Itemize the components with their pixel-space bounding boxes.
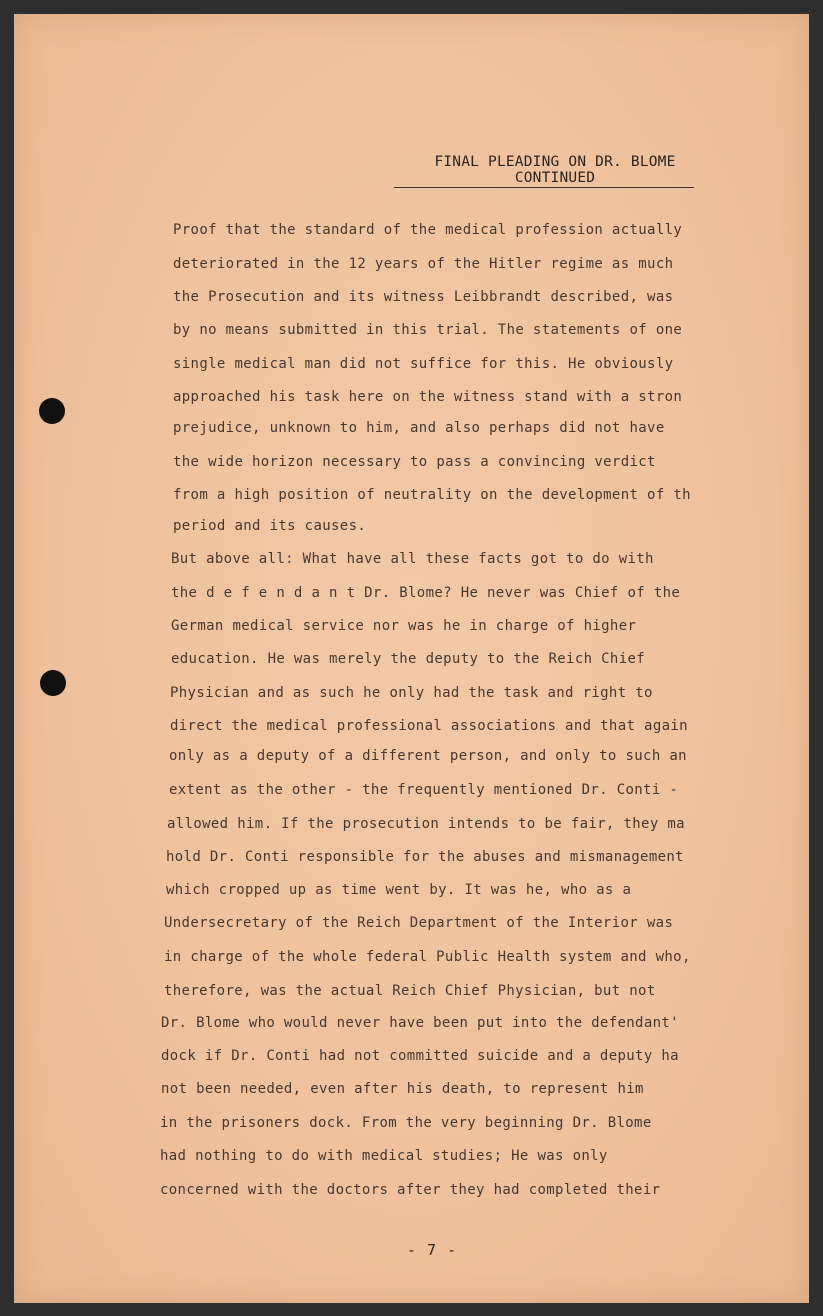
- body-line: by no means submitted in this trial. The statements of one: [173, 322, 683, 338]
- body-line: extent as the other - the frequently mentioned Dr. Conti -: [169, 782, 679, 798]
- body-line: allowed him. If the prosecution intends to be fair, they ma: [167, 816, 685, 832]
- body-line: single medical man did not suffice for this. He obviously: [173, 356, 674, 372]
- body-line: Undersecretary of the Reich Department of the Interior was: [164, 915, 674, 931]
- heading-underline: [394, 187, 694, 188]
- heading-title: FINAL PLEADING ON DR. BLOME: [434, 154, 676, 170]
- body-line: the d e f e n d a n t Dr. Blome? He never was Chief of the: [171, 585, 681, 601]
- body-line: concerned with the doctors after they had completed their: [160, 1182, 661, 1198]
- body-line: which cropped up as time went by. It was he, who as a: [166, 882, 632, 898]
- page-heading: [420, 154, 690, 186]
- body-line: from a high position of neutrality on the development of th: [173, 487, 691, 503]
- body-line: deteriorated in the 12 years of the Hitler regime as much: [173, 256, 674, 272]
- body-line: hold Dr. Conti responsible for the abuses and mismanagement: [166, 849, 684, 865]
- body-line: had nothing to do with medical studies; He was only: [160, 1148, 608, 1164]
- body-line: therefore, was the actual Reich Chief Physician, but not: [164, 983, 656, 999]
- body-line: direct the medical professional associations and that again: [170, 718, 688, 734]
- punch-hole-top: [39, 398, 65, 424]
- body-line: German medical service nor was he in charge of higher: [171, 618, 637, 634]
- body-line: prejudice, unknown to him, and also perhaps did not have: [173, 420, 665, 436]
- body-line: Proof that the standard of the medical profession actually: [173, 222, 683, 238]
- body-line: in the prisoners dock. From the very beginning Dr. Blome: [160, 1115, 652, 1131]
- document-page: [14, 14, 809, 1303]
- body-line: education. He was merely the deputy to the Reich Chief: [171, 651, 646, 667]
- body-line: But above all: What have all these facts got to do with: [171, 551, 654, 567]
- body-line: in charge of the whole federal Public Health system and who,: [164, 949, 691, 965]
- body-line: the wide horizon necessary to pass a convincing verdict: [173, 454, 656, 470]
- body-line: Physician and as such he only had the task and right to: [170, 685, 653, 701]
- body-line: approached his task here on the witness stand with a stron: [173, 389, 683, 405]
- page-number: - 7 -: [407, 1241, 458, 1259]
- body-line: Dr. Blome who would never have been put into the defendant': [161, 1015, 679, 1031]
- heading-subtitle: CONTINUED: [514, 170, 596, 186]
- body-line: only as a deputy of a different person, and only to such an: [169, 748, 687, 764]
- body-line: not been needed, even after his death, to represent him: [161, 1081, 644, 1097]
- body-line: period and its causes.: [173, 518, 367, 534]
- body-line: dock if Dr. Conti had not committed suicide and a deputy ha: [161, 1048, 679, 1064]
- punch-hole-bottom: [40, 670, 66, 696]
- body-line: the Prosecution and its witness Leibbrandt described, was: [173, 289, 674, 305]
